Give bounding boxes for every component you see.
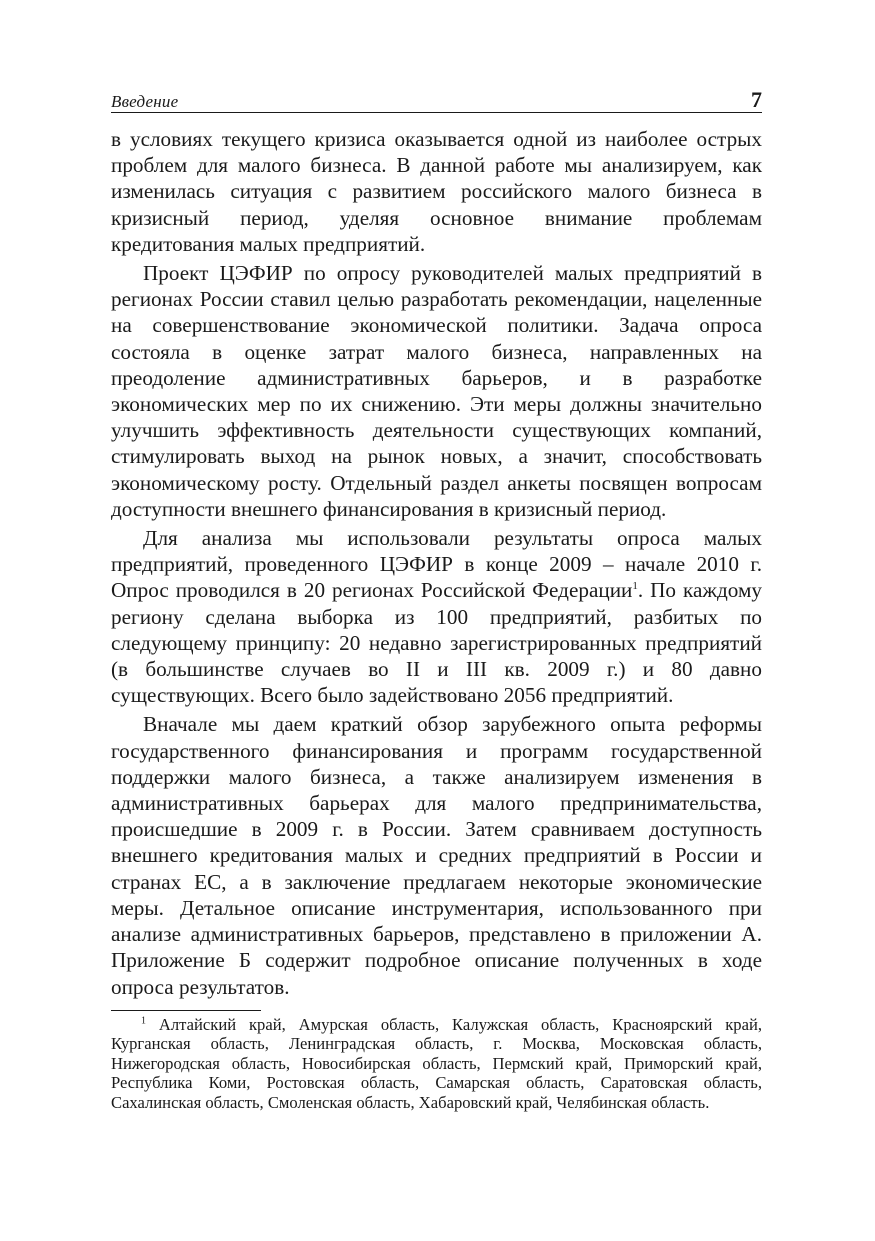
paragraph-4: Вначале мы даем краткий обзор зарубежного опыта реформы государственного финансирования и программ государственной поддержки малого бизнеса, а также анализируем изменения в административных барьерах для малого предпринимательства, происшедшие в 2009 г. в России. Затем сравниваем доступность внешнего кредитования малых и средних предприятий в России и странах ЕС, а в заключение предлагаем некоторые экономические меры. Детальное описание инструментария, использованного при анализе административных барьеров, представлено в приложении А. Приложение Б содержит подробное описание полученных в ходе опроса результатов.: [111, 712, 762, 999]
section-title: Введение: [111, 92, 179, 111]
footnote-divider: [111, 1010, 261, 1011]
paragraph-2: Проект ЦЭФИР по опросу руководителей малых предприятий в регионах России ставил целью разработать рекомендации, нацеленные на совершенствование экономической политики. Задача опроса состояла в оценке затрат малого бизнеса, направленных на преодоление административных барьеров, и в разработке экономических мер по их снижению. Эти меры должны значительно улучшить эффективность деятельности существующих компаний, стимулировать выход на рынок новых, а значит, способствовать экономическому росту. Отдельный раздел анкеты посвящен вопросам доступности внешнего финансирования в кризисный период.: [111, 261, 762, 521]
paragraph-1: в условиях текущего кризиса оказывается одной из наиболее острых проблем для малого бизнеса. В данной работе мы анализируем, как изменилась ситуация с развитием российского малого бизнеса в кризисный период, уделяя основное внимание проблемам кредитования малых предприятий.: [111, 127, 762, 256]
paragraph-3: [111, 525, 762, 708]
paragraph-3-part-2: . По каждому региону сделана выборка из 100 предприятий, разбитых по следующему принципу: 20 недавно зарегистрированных предприятий (в большинстве случаев во II и III кв. 2009 г.) и 80 давно существующих. Всего было задействовано 2056 предприятий.: [111, 578, 762, 708]
paragraph-3-part-1: Для анализа мы использовали результаты опроса малых предприятий, проведенного ЦЭФИР в конце 2009 – начале 2010 г. Опрос проводился в 20 регионах Российской Федерации: [111, 526, 762, 603]
footnote-reference[interactable]: 1: [632, 580, 638, 593]
book-page: [111, 82, 762, 1113]
running-header: [111, 82, 762, 113]
footnote-mark: 1: [141, 1015, 146, 1027]
main-text: [111, 126, 762, 1000]
page-number: 7: [751, 87, 762, 112]
footnote: [111, 1015, 762, 1113]
footnote-text: Алтайский край, Амурская область, Калужская область, Красноярский край, Курганская область, Ленинградская область, г. Москва, Московская область, Нижегородская область, Новосибирская область, Пермский край, Приморский край, Республика Коми, Ростовская область, Самарская область, Саратовская область, Сахалинская область, Смоленская область, Хабаровский край, Челябинская область.: [111, 1014, 762, 1113]
